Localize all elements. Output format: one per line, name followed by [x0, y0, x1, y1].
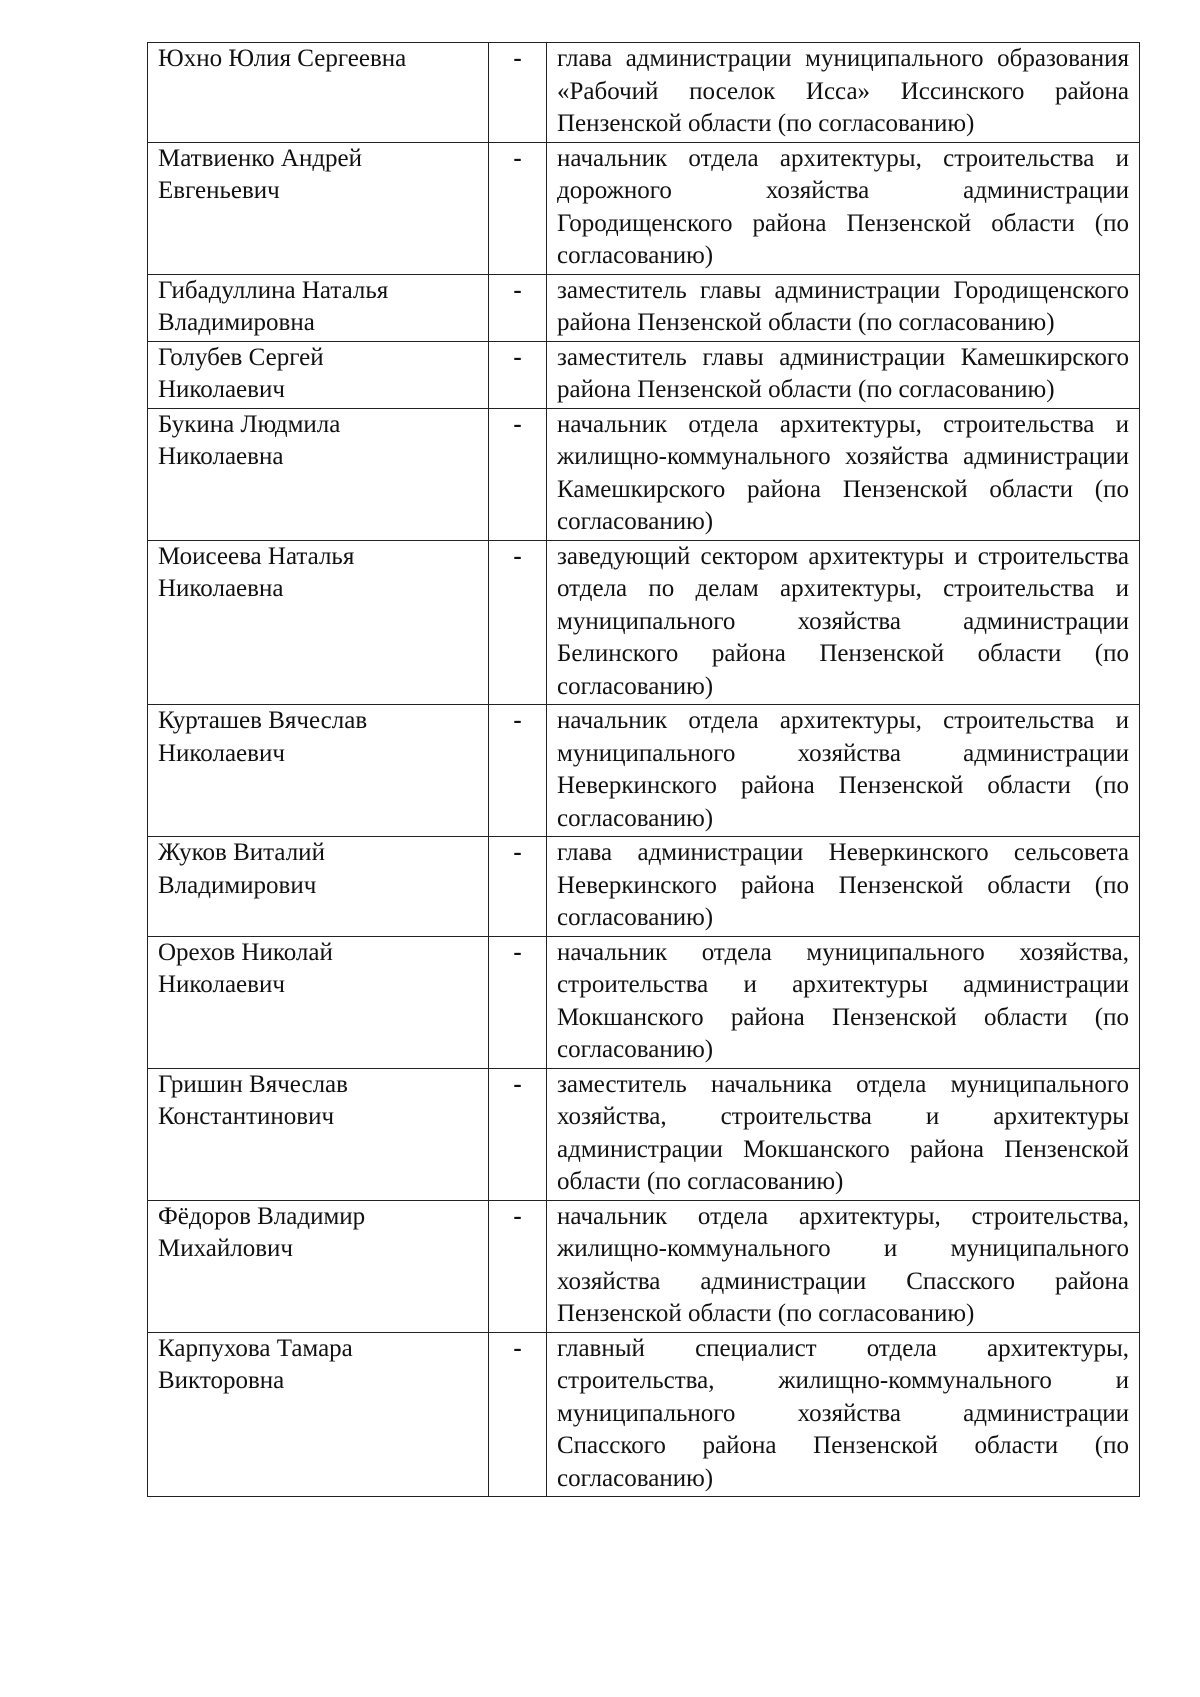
member-name [148, 142, 489, 274]
member-dash: - [489, 274, 547, 341]
member-name-line: Михайлович [158, 1235, 293, 1262]
member-name-line: Владимировна [158, 309, 315, 336]
member-name-line: Букина Людмила [158, 410, 341, 438]
member-name-line: Фёдоров Владимир [158, 1202, 366, 1230]
member-position: заведующий сектором архитектуры и строительства отдела по делам архитектуры, строительства и муниципального хозяйства администрации Белинского района Пензенской области (по согласованию) [547, 540, 1140, 705]
member-name [148, 540, 489, 705]
member-position: заместитель начальника отдела муниципального хозяйства, строительства и архитектуры администрации Мокшанского района Пензенской области (по согласованию) [547, 1068, 1140, 1200]
member-name [148, 274, 489, 341]
member-name [148, 936, 489, 1068]
member-name [148, 341, 489, 408]
member-dash: - [489, 1068, 547, 1200]
member-name [148, 43, 489, 143]
member-position: начальник отдела архитектуры, строительства и жилищно-коммунального хозяйства администрации Камешкирского района Пензенской области (по согласованию) [547, 408, 1140, 540]
member-row [148, 142, 1140, 274]
member-name-line: Курташев Вячеслав [158, 707, 368, 734]
member-name-line: Николаевич [158, 376, 285, 403]
member-name-line: Николаевна [158, 575, 284, 602]
member-name-line: Моисеева Наталья [158, 542, 355, 570]
member-position: начальник отдела архитектуры, строительства и дорожного хозяйства администрации Городищенского района Пензенской области (по согласованию) [547, 142, 1140, 274]
member-dash: - [489, 142, 547, 274]
member-row [148, 540, 1140, 705]
member-name-line: Евгеньевич [158, 177, 280, 204]
member-name [148, 1200, 489, 1332]
member-dash: - [489, 341, 547, 408]
member-position: начальник отдела архитектуры, строительства и муниципального хозяйства администрации Неверкинского района Пензенской области (по согласованию) [547, 705, 1140, 837]
member-name [148, 1332, 489, 1497]
member-name-line: Орехов Николай [158, 938, 333, 966]
member-dash: - [489, 837, 547, 937]
member-name-line: Жуков Виталий [158, 839, 325, 866]
member-dash: - [489, 408, 547, 540]
member-name-line: Голубев Сергей [158, 343, 324, 371]
member-name-line: Николаевна [158, 443, 284, 470]
member-position: глава администрации Неверкинского сельсовета Неверкинского района Пензенской области (по согласованию) [547, 837, 1140, 937]
member-row [148, 341, 1140, 408]
member-name [148, 408, 489, 540]
member-position: начальник отдела муниципального хозяйства, строительства и архитектуры администрации Мокшанского района Пензенской области (по согласованию) [547, 936, 1140, 1068]
member-name-line: Юхно Юлия Сергеевна [158, 45, 407, 72]
member-name-line: Карпухова Тамара [158, 1334, 353, 1362]
member-position: главный специалист отдела архитектуры, строительства, жилищно-коммунального и муниципального хозяйства администрации Спасского района Пензенской области (по согласованию) [547, 1332, 1140, 1497]
commission-members-table [147, 42, 1140, 1497]
member-row [148, 936, 1140, 1068]
member-name-line: Николаевич [158, 739, 285, 767]
member-dash: - [489, 936, 547, 1068]
member-row [148, 1200, 1140, 1332]
member-dash: - [489, 705, 547, 837]
member-position: начальник отдела архитектуры, строительства, жилищно-коммунального и муниципального хозяйства администрации Спасского района Пензенской области (по согласованию) [547, 1200, 1140, 1332]
member-name [148, 1068, 489, 1200]
member-name-line: Матвиенко Андрей [158, 144, 363, 172]
member-name [148, 705, 489, 837]
member-name-line: Викторовна [158, 1367, 285, 1394]
member-row [148, 837, 1140, 937]
member-name-line: Владимирович [158, 871, 317, 899]
member-row [148, 408, 1140, 540]
member-dash: - [489, 1200, 547, 1332]
member-row [148, 274, 1140, 341]
member-position: глава администрации муниципального образования «Рабочий поселок Исса» Иссинского района Пензенской области (по согласованию) [547, 43, 1140, 143]
member-name-line: Гришин Вячеслав [158, 1070, 348, 1098]
member-dash: - [489, 43, 547, 143]
member-name-line: Николаевич [158, 971, 285, 998]
member-row [148, 43, 1140, 143]
member-row [148, 705, 1140, 837]
member-name-line: Константинович [158, 1103, 335, 1130]
member-name-line: Гибадуллина Наталья [158, 276, 389, 304]
member-position: заместитель главы администрации Камешкирского района Пензенской области (по согласованию) [547, 341, 1140, 408]
member-row [148, 1068, 1140, 1200]
member-dash: - [489, 1332, 547, 1497]
members-table-body [148, 43, 1140, 1497]
member-row [148, 1332, 1140, 1497]
member-name [148, 837, 489, 937]
member-position: заместитель главы администрации Городищенского района Пензенской области (по согласованию) [547, 274, 1140, 341]
member-dash: - [489, 540, 547, 705]
